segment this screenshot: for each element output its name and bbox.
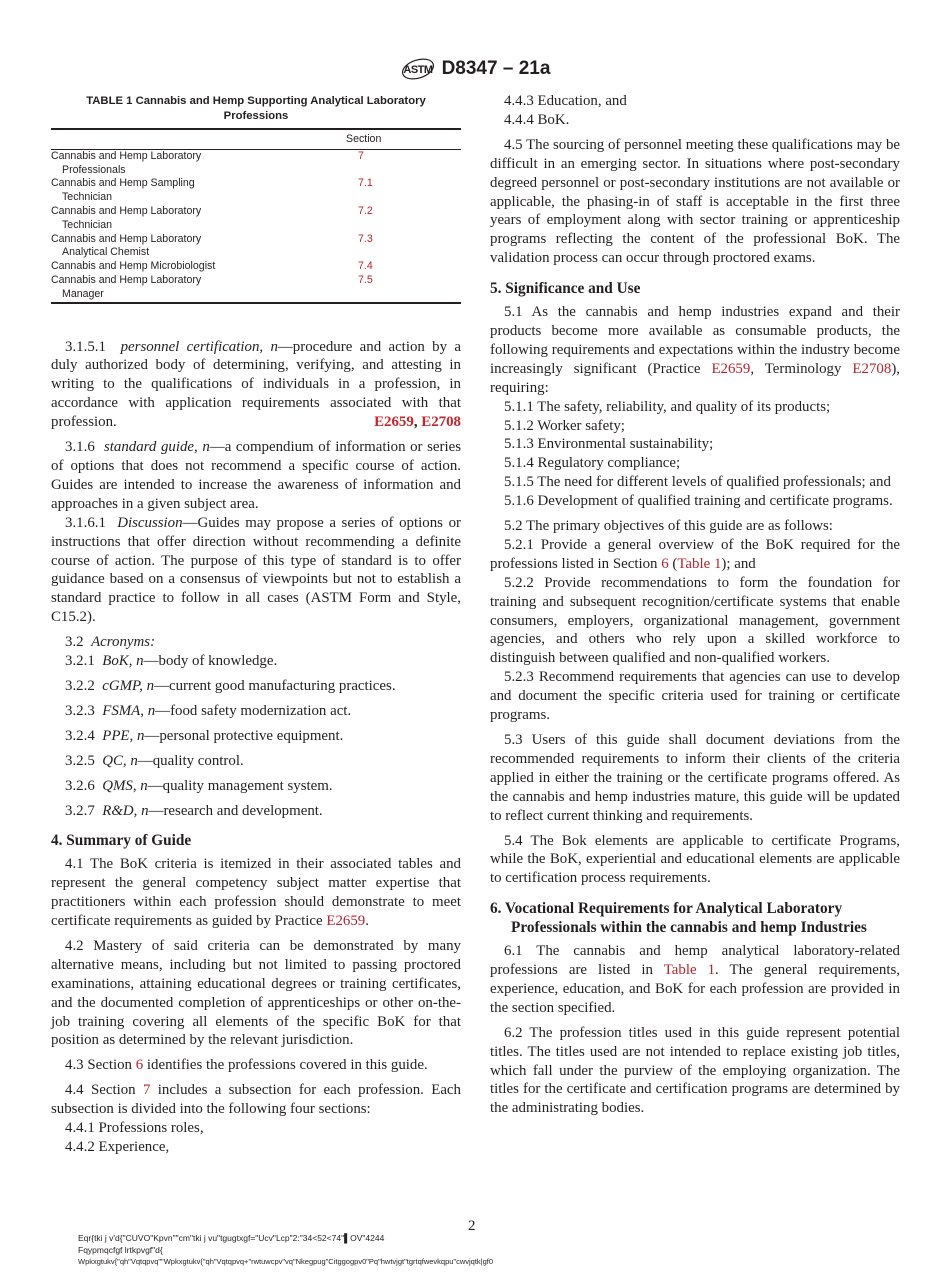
definition-text: —research and development. [148,802,323,819]
para-5-3: 5.3 Users of this guide shall document deviations from the recommended requirements to inform their clients of the criteria applied in either the training or the certificate programs offered. As the cannabis and hemp industries mature, this guide will be updated to reflect current thinking and requirements. [490,732,900,824]
profession-name-cont: Manager [62,287,104,300]
term: Acronyms: [91,634,156,651]
profession-name: Cannabis and Hemp Laboratory [51,149,202,162]
para-text: 6.1 The cannabis and hemp analytical laboratory-related professions are listed in [490,943,900,978]
table-header-section: Section [346,133,382,145]
para-text: . The general requirements, experience, education, and BoK for each profession are provided in the section specified. [490,961,901,1016]
table-row [51,260,461,274]
clause-number: 3.2.5 [65,752,95,769]
profession-name: Cannabis and Hemp Sampling [51,177,195,190]
table-row [51,177,461,205]
table-row [51,274,461,303]
section-6-link[interactable]: 6 [135,1057,144,1074]
section-6-heading [490,900,900,938]
para-text: 4.1 The BoK criteria is itemized in their associated tables and represent the general competency subject matter expertise that practitioners within each profession should demonstrate to meet certificate requirements as guided by Practice [51,856,461,930]
table-row [51,149,461,177]
license-line-2: Fqypmqcfgf lrtkpvgf"d{ [78,1245,163,1255]
profession-name-cont: Analytical Chemist [62,246,150,259]
acronym-item [51,702,461,721]
section-6-link[interactable]: 6 [661,555,669,572]
clause-number: 3.1.6 [65,439,95,456]
document-header [0,54,950,86]
license-notice [78,1232,493,1268]
para-4-4-1: 4.4.1 Professions roles, [65,1120,204,1137]
list-item: 5.1.2 Worker safety; [504,417,625,434]
acronym-item [51,802,461,821]
para-text: , Terminology [750,360,853,377]
para-4-5: 4.5 The sourcing of personnel meeting these qualifications may be difficult in an emerging sector. In situations where post-secondary degreed personnel or post-secondary institutions are not available or applicable, the phasing-in of staff is acceptable in the first three years of employment along with sector training or apprenticeship programs reflecting the content of the professional BoK. The validation process can occur through proctored exams. [490,136,900,267]
para-text: ); and [721,555,756,572]
clause-number: 3.2.2 [65,677,95,694]
term: QC, n [102,752,138,769]
term: standard guide, n [103,439,210,456]
para-3-1-5-1 [51,338,461,433]
clause-number: 3.2.1 [65,653,95,670]
definition-text: —quality management system. [147,777,333,794]
profession-name-cont: Technician [62,218,113,231]
table-header-row [51,129,461,149]
para-3-1-6-1 [51,514,461,627]
ref-link-e2659[interactable]: E2659 [326,913,366,930]
definition-text: —food safety modernization act. [155,702,352,719]
para-4-4-4: 4.4.4 BoK. [504,111,570,128]
list-item: 5.1.3 Environmental sustainability; [504,436,714,453]
term: BoK, n [102,653,144,670]
para-3-1-6 [51,438,461,514]
list-item: 5.1.4 Regulatory compliance; [504,455,681,472]
section-link[interactable]: 7 [358,149,364,162]
para-6-2: 6.2 The profession titles used in this guide represent potential titles. The titles used are not intended to replace existing job titles, which fall under the purview of the employing organization. The titles for the certificate and certification programs are determined by the administrating bodies. [490,1024,900,1117]
ref-separator: , [413,414,422,431]
section-6-heading-line1: 6. Vocational Requirements for Analytical Laboratory [490,900,843,918]
para-6-1 [490,942,900,1018]
profession-name: Cannabis and Hemp Laboratory [51,204,202,217]
para-4-4-2: 4.4.2 Experience, [65,1139,170,1155]
profession-name-cont: Professionals [62,163,126,176]
definition-text: —a compendium of information or series of options that does not recommend a specific course of action. Guides are intended to increase the awareness of information and approaches in a given subject area. [51,439,461,512]
ref-link-e2708[interactable]: E2708 [852,360,892,377]
profession-name: Cannabis and Hemp Laboratory [51,232,202,245]
table-1-link[interactable]: Table 1 [677,555,722,572]
term: cGMP, n [102,677,155,694]
acronym-item [51,752,461,771]
ref-link-e2708[interactable]: E2708 [421,414,461,431]
table-1-title-line1: TABLE 1 Cannabis and Hemp Supporting Analytical Laboratory [86,95,426,107]
acronym-item [51,677,461,696]
list-item: 5.1.5 The need for different levels of qualified professionals; and [504,474,891,491]
para-4-4 [51,1081,461,1119]
left-column [51,92,461,1157]
term: QMS, n [102,777,148,794]
license-line-1: Eqr{tki j v'd{"CUVO"Kpvn""cm"tki j vu"tgugtxgf="Ucv"Lcp"2:"34<52<74"▌OV"4244 [78,1233,385,1243]
para-text: ), requiring: [490,360,900,396]
para-text: 5.1 As the cannabis and hemp industries expand and their products become more available as consumable products, the following requirements and expectations within the industry become increasingly significant (Practice [490,304,900,377]
license-line-3: Wpkxgtukv{"qh"Vqtqpvq""Wpkxgtukv{"qh"Vqtqpvq+"rwtuwcpv"vq"Nkegpug"Citggogpv0"Pq"hwtvjgt"tgrtqfwevkqpu"cwvjqtk|gf0 [78,1257,494,1266]
para-4-2: 4.2 Mastery of said criteria can be demonstrated by many alternative means, including but not limited to passing proctored examinations, attaining educational degrees or training certificates, and the documented completion of apprenticeships or other on-the-job training covering all elements of the specific BoK for that position as determined by the relevant jurisdiction. [51,937,461,1049]
para-text: identifies the professions covered in this guide. [143,1057,428,1074]
astm-logo-icon [400,54,436,84]
section-link[interactable]: 7.2 [358,204,373,217]
list-item: 5.1.6 Development of qualified training and certificate programs. [504,493,893,510]
profession-name: Cannabis and Hemp Laboratory [51,273,202,286]
table-1-title-line2: Professions [223,110,289,122]
para-4-4-3: 4.4.3 Education, and [504,93,627,109]
table-1-title [51,94,461,124]
section-link[interactable]: 7.1 [358,177,373,190]
para-text: ( [668,555,678,572]
section-5-heading: 5. Significance and Use [490,280,641,298]
section-4-heading: 4. Summary of Guide [51,832,192,850]
document-id: D8347 – 21a [441,58,551,79]
table-row [51,233,461,261]
term: Discussion [117,514,183,531]
clause-number: 3.2.3 [65,702,95,719]
para-4-3 [51,1056,461,1075]
para-3-2 [51,633,461,652]
para-5-1 [490,303,900,398]
clause-number: 3.2 [65,634,84,651]
table-header-profession [51,129,326,149]
para-text: 4.3 Section [65,1057,136,1074]
term: FSMA, n [102,702,156,719]
acronym-item [51,777,461,796]
term: PPE, n [102,727,145,744]
ref-link-e2659[interactable]: E2659 [711,360,751,377]
para-5-2-2: 5.2.2 Provide recommendations to form the foundation for training and subsequent recognition/certificate systems that enable consumers, employers, organizational management, government agencies, and others who rely upon a skilled workforce to distinguish between qualified and non-qualified workers. [490,574,900,667]
definition-text: —personal protective equipment. [144,727,344,744]
clause-number: 3.1.6.1 [65,514,106,531]
para-text: includes a subsection for each profession. Each subsection is divided into the following four sections: [51,1082,461,1118]
clause-number: 3.1.5.1 [65,338,106,355]
discussion-text: —Guides may propose a series of options or instructions that offer direction without recommending a definite course of action. The purpose of this type of standard is to offer guidance based on a consensus of viewpoints but not to establish a standard practice to follow in all cases (ASTM Form and Style, C15.2). [51,514,461,626]
list-item: 5.1.1 The safety, reliability, and quality of its products; [504,398,831,415]
table-1-link[interactable]: Table 1 [663,961,716,978]
page-number: 2 [468,1218,476,1234]
section-link[interactable]: 7.5 [358,273,373,286]
para-text: 5.2.1 Provide a general overview of the BoK required for the professions listed in Section [490,536,900,572]
term: personnel certification, n [120,338,278,355]
para-5-2-1 [490,536,900,574]
profession-name: Cannabis and Hemp Microbiologist [51,260,216,273]
section-link[interactable]: 7.3 [358,232,373,245]
section-7-link[interactable]: 7 [142,1082,151,1099]
term: R&D, n [102,802,149,819]
para-text: . [365,913,369,930]
acronym-item [51,727,461,746]
ref-link-e2659[interactable]: E2659 [374,414,414,431]
para-5-2-3: 5.2.3 Recommend requirements that agencies can use to develop and document the specific criteria used for training or certificate programs. [490,669,900,724]
table-1 [51,128,461,304]
definition-text: —current good manufacturing practices. [154,677,396,694]
clause-number: 3.2.4 [65,727,95,744]
definition-text: —procedure and action by a duly authorized body of determining, verifying, and attesting in writing to the qualifications of individuals in a profession, in accordance with application requirements associated with that profession. [51,338,461,431]
definition-text: —body of knowledge. [143,653,278,670]
table-row [51,205,461,233]
para-5-4: 5.4 The Bok elements are applicable to certificate Programs, while the BoK, experiential and educational elements are applicable to certification process requirements. [490,832,900,887]
definition-text: —quality control. [137,752,244,769]
para-4-1 [51,855,461,931]
svg-text:ASTM: ASTM [402,64,433,76]
section-6-heading-line2: Professionals within the cannabis and hemp Industries [511,919,867,937]
acronym-item [51,652,461,671]
para-text: 4.4 Section [65,1082,143,1099]
para-5-2: 5.2 The primary objectives of this guide are as follows: [504,518,833,535]
section-link[interactable]: 7.4 [358,260,373,273]
clause-number: 3.2.6 [65,777,95,794]
profession-name-cont: Technician [62,191,113,204]
right-column [490,92,900,1118]
clause-number: 3.2.7 [65,802,95,819]
